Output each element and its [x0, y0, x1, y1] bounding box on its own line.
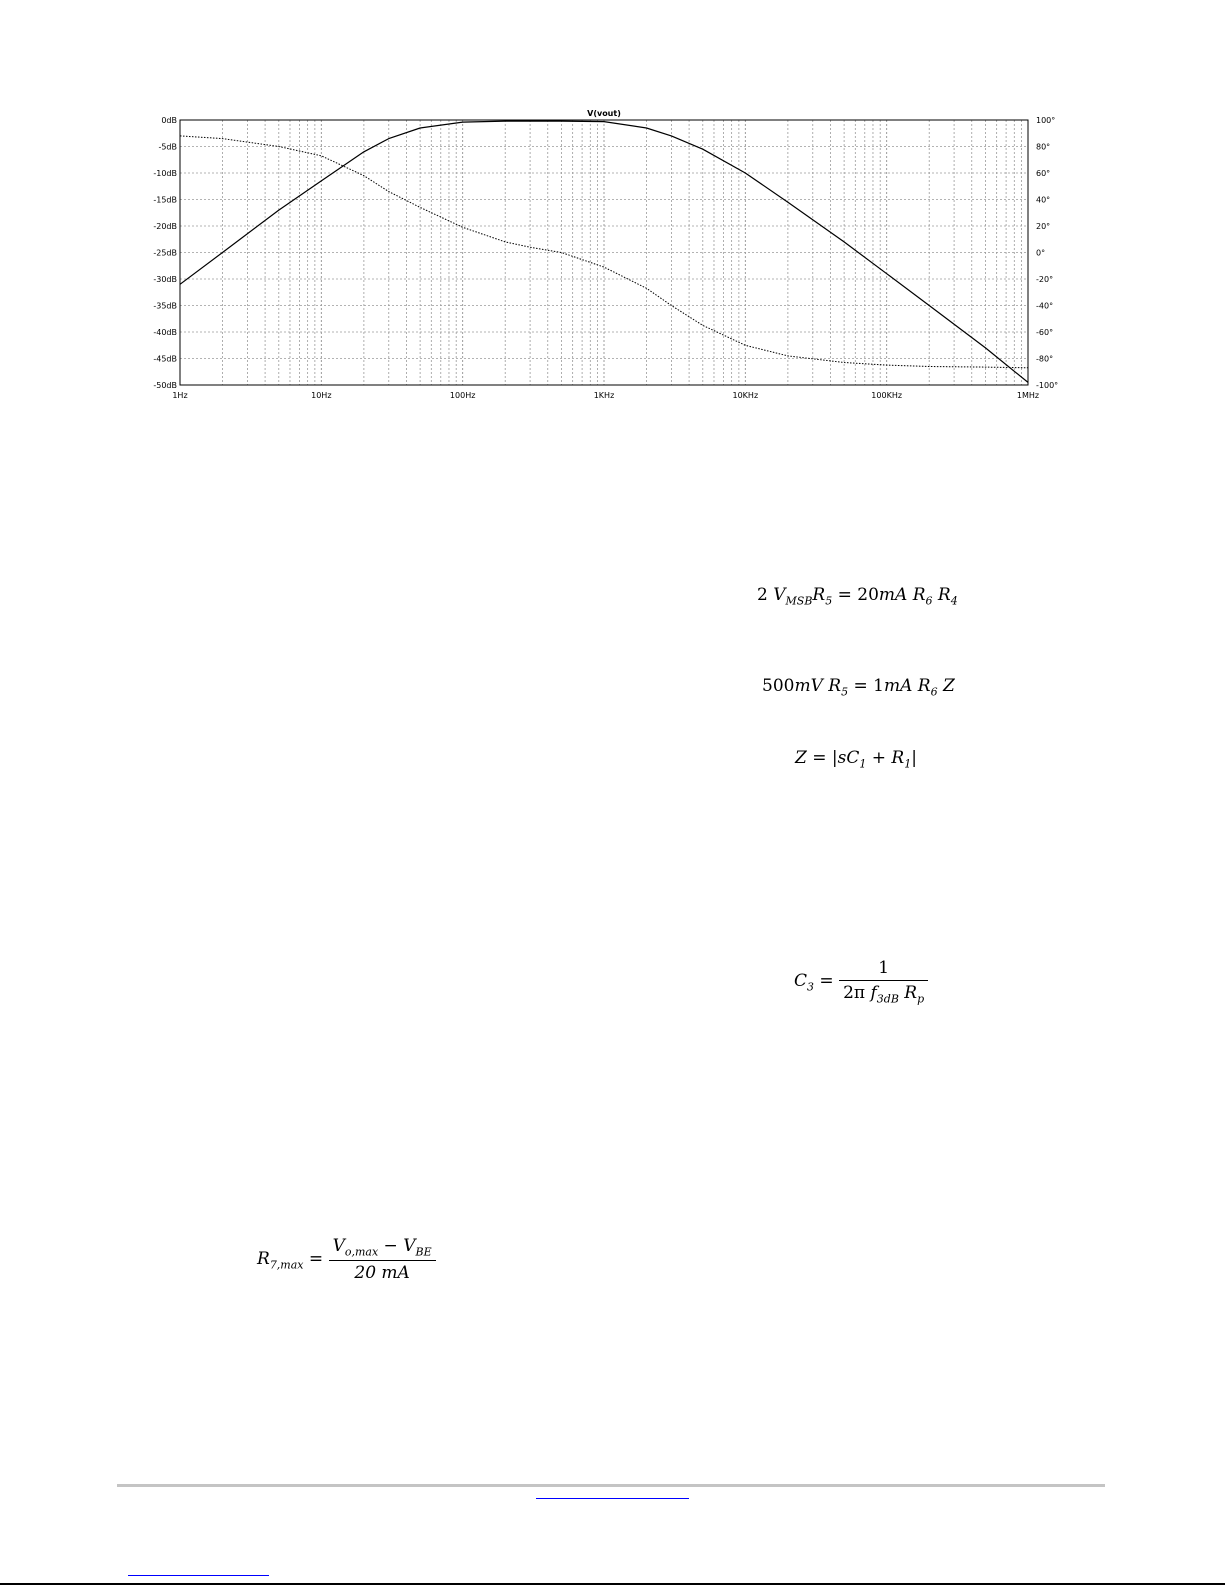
footer-divider [117, 1484, 1105, 1487]
y-right-tick-label: 20° [1036, 222, 1051, 231]
y-right-axis [1036, 116, 1058, 390]
y-right-tick-label: -100° [1036, 381, 1059, 390]
y-left-tick-label: -25dB [153, 248, 177, 258]
y-left-tick-label: -45dB [153, 354, 177, 364]
x-tick-label: 100Hz [449, 391, 476, 400]
y-left-tick-label: -50dB [153, 381, 177, 390]
x-tick-label: 100KHz [871, 391, 903, 400]
x-axis [172, 391, 1039, 400]
y-left-tick-label: -10dB [153, 169, 177, 178]
y-left-tick-label: -20dB [153, 222, 177, 231]
equation-dac-msb: 2 $V_{MSB}R_5 = 20mA$ $R_6$ $R_4$ [757, 585, 958, 608]
x-tick-label: 1KHz [593, 391, 615, 400]
y-left-tick-label: 0dB [161, 116, 177, 125]
x-tick-label: 1MHz [1016, 391, 1040, 400]
y-right-tick-label: -80° [1036, 354, 1054, 364]
y-right-tick-label: -40° [1036, 301, 1054, 311]
x-tick-label: 10Hz [311, 391, 332, 400]
y-right-tick-label: 80° [1036, 142, 1051, 152]
bottom-link[interactable] [128, 1575, 269, 1576]
y-right-tick-label: 0° [1036, 248, 1046, 258]
equation-capacitor: $C_3$ = $\frac{1}{2\pi f_{3dB} R_p}$ [794, 958, 928, 1005]
equation-impedance-scale: 500mV $R_5 = 1mA$ $R_6$ Z [762, 676, 955, 699]
equation-r7-max: $R_{7,max}$ = $\frac{V_{o,max} - V_{BE}}{20 mA}$ [257, 1236, 436, 1283]
y-left-tick-label: -30dB [153, 275, 177, 284]
x-tick-label: 10KHz [732, 391, 759, 400]
y-right-tick-label: 40° [1036, 195, 1051, 205]
y-right-tick-label: 100° [1036, 116, 1056, 125]
chart-title: V(vout) [587, 109, 621, 118]
bode-plot [0, 0, 1225, 410]
y-right-tick-label: 60° [1036, 169, 1051, 178]
y-left-tick-label: -40dB [153, 328, 177, 337]
y-left-axis [153, 116, 177, 390]
y-right-tick-label: -20° [1036, 275, 1054, 284]
x-tick-label: 1Hz [172, 391, 188, 400]
equation-impedance: $Z = |sC_1 + R_1|$ [795, 748, 917, 771]
footer-link[interactable] [536, 1498, 689, 1499]
y-left-tick-label: -5dB [158, 142, 177, 152]
y-left-tick-label: -15dB [153, 195, 177, 205]
plot-grid [180, 120, 1028, 385]
y-left-tick-label: -35dB [153, 301, 177, 311]
y-right-tick-label: -60° [1036, 328, 1054, 337]
